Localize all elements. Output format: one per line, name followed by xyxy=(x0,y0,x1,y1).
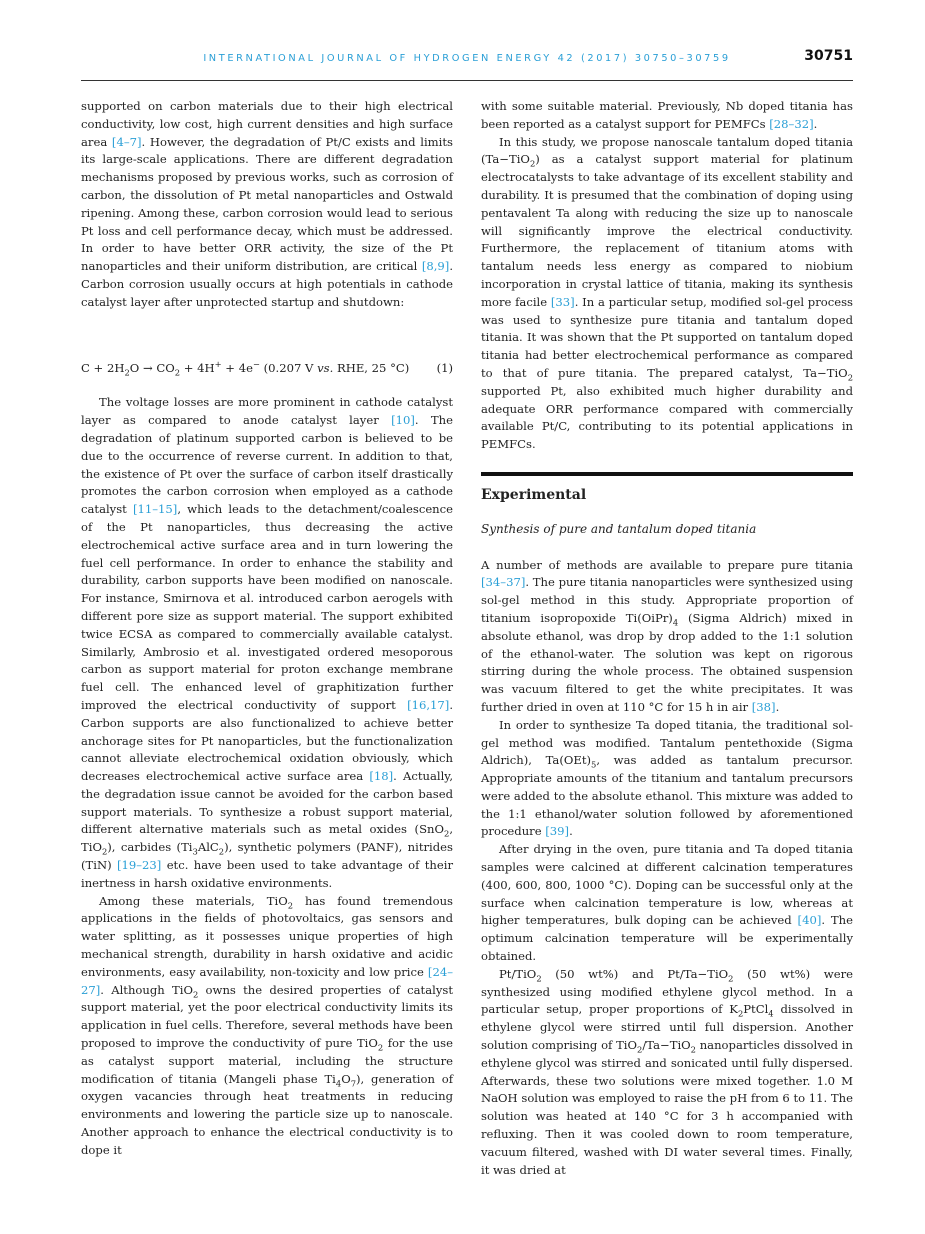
citation-link[interactable]: [38] xyxy=(751,699,776,714)
section-heading: Experimental xyxy=(481,486,587,503)
citation-link[interactable]: [10] xyxy=(391,413,415,428)
paragraph: In this study, we propose nanoscale tantalum doped titania (Ta−TiO$_2$) as a catalyst support material for platinum electrocatalysts to take advantage of its excellent stability and durability. It is presumed that the combination of doping using pentavalent Ta along with reducing the size up to nanoscale will significantly improve the electrical conductivity. Furthermore, the replacement of titanium atoms with tantalum needs less energy as compared to niobium incorporation in crystal lattice of titania, making its synthesis more facile [33]. In a particular setup, modified sol-gel process was used to synthesize pure titania and tantalum doped titania. It was shown that the Pt supported on tantalum doped titania had better electrochemical performance as compared to that of pure titania. The prepared catalyst, Ta−TiO$_2$ supported Pt, also exhibited much higher durability and adequate ORR performance compared with commercially available Pt/C, contributing to its potential applications in PEMFCs. xyxy=(481,134,853,452)
citation-link[interactable]: [19–23] xyxy=(116,858,162,873)
paragraph: The voltage losses are more prominent in cathode catalyst layer as compared to anode catalyst layer [10]. The degradation of platinum supported carbon is believed to be due to the occurrence of reverse current. In addition to that, the existence of Pt over the surface of carbon itself drastically promotes the carbon corrosion when employed as a cathode catalyst [11–15], which leads to the detachment/coalescence of the Pt nanoparticles, thus decreasing the active electrochemical active surface area and in turn lowering the fuel cell performance. In order to enhance the stability and durability, carbon supports have been modified on nanoscale. For instance, Smirnova et al. introduced carbon aerogels with different pore size as support material. The support exhibited twice ECSA as compared to commercially available catalyst. Similarly, Ambrosio et al. investigated ordered mesoporous carbon as support material for proton exchange membrane fuel cell. The enhanced level of graphitization further improved the electrical conductivity of support [16,17]. Carbon supports are also functionalized to achieve better anchorage sites for Pt nanoparticles, but the functionalization cannot alleviate electrochemical oxidation obviously, which decreases electrochemical active surface area [18]. Actually, the degradation issue cannot be avoided for the carbon based support materials. To synthesize a robust support material, different alternative materials such as metal oxides (SnO$_2$, TiO$_2$), carbides $(Ti_3AlC_2)$, synthetic polymers (PANF), nitrides (TiN) [19–23] etc. have been used to take advantage of their inertness in harsh oxidative environments. xyxy=(81,395,453,890)
equation-body: $C + 2H_2O \to CO_2 + 4H^+ + 4e^-$ (0.207 V vs. RHE, 25 °C) xyxy=(81,358,410,377)
citation-link[interactable]: [11–15] xyxy=(132,502,178,517)
paragraph: Among these materials, TiO$_2$ has found tremendous applications in the fields of photovoltaics, gas sensors and water splitting, as it possesses unique properties of high mechanical strength, durability in harsh oxidative and acidic environments, easy availability, non-toxicity and low price [24–27]. Although TiO$_2$ owns the desired properties of catalyst support material, yet the poor electrical conductivity limits its application in fuel cells. Therefore, several methods have been proposed to improve the conductivity of pure TiO$_2$ for the use as catalyst support material, including the structure modification of titania (Mangeli phase $Ti_4O_7$), generation of oxygen vacancies through heat treatments in reducing environments and lowering the particle size up to nanoscale. Another approach to enhance the electrical conductivity is to dope it xyxy=(81,893,453,1157)
paragraph: A number of methods are available to prepare pure titania [34–37]. The pure titania nanoparticles were synthesized using sol-gel method in this study. Appropriate proportion of titanium isopropoxide $Ti(OiPr)_4$ (Sigma Aldrich) mixed in absolute ethanol, was drop by drop added to the 1:1 solution of the ethanol-water. The solution was kept on rigorous stirring during the whole process. The obtained suspension was vacuum filtered to get the white precipitates. It was further dried in oven at 110 °C for 15 h in air [38]. xyxy=(481,557,853,714)
citation-link[interactable]: [28–32] xyxy=(769,116,814,131)
page-number: 30751 xyxy=(804,48,853,64)
paragraph: with some suitable material. Previously, Nb doped titania has been reported as a catalyst support for PEMFCs [28–32]. xyxy=(481,99,853,131)
running-header xyxy=(81,44,853,80)
citation-link[interactable]: [16,17] xyxy=(407,697,450,712)
paragraph: After drying in the oven, pure titania and Ta doped titania samples were calcined at different calcination temperatures (400, 600, 800, 1000 °C). Doping can be successful only at the surface when calcination temperature is low, whereas at higher temperatures, bulk doping can be achieved [40]. The optimum calcination temperature will be experimentally obtained. xyxy=(481,842,853,964)
subsection-heading: Synthesis of pure and tantalum doped titania xyxy=(481,521,757,536)
paragraph: Pt/TiO$_2$ (50 wt%) and Pt/Ta−TiO$_2$ (50 wt%) were synthesized using modified ethylene glycol method. In a particular setup, proper proportions of $K_2PtCl_4$ dissolved in ethylene glycol were stirred until full dispersion. Another solution comprising of TiO$_2$/Ta−TiO$_2$ nanoparticles dissolved in ethylene glycol was stirred and sonicated until fully dispersed. Afterwards, these two solutions were mixed together. 1.0 M NaOH solution was employed to raise the pH from 6 to 11. The solution was heated at 140 °C for 3 h accompanied with refluxing. Then it was cooled down to room temperature, vacuum filtered, washed with DI water several times. Finally, it was dried at xyxy=(481,966,853,1177)
citation-link[interactable]: [39] xyxy=(545,824,570,839)
citation-link[interactable]: [18] xyxy=(369,769,394,784)
citation-link[interactable]: [40] xyxy=(797,913,822,928)
header-divider xyxy=(81,80,853,81)
left-column xyxy=(81,98,453,1160)
right-column xyxy=(481,98,853,1179)
citation-link[interactable]: [33] xyxy=(550,294,575,309)
paragraph: In order to synthesize Ta doped titania, the traditional sol-gel method was modified. Tantalum pentethoxide (Sigma Aldrich), $Ta(OEt)_5$, was added as tantalum precursor. Appropriate amounts of the titanium and tantalum precursors were added to the absolute ethanol. This mixture was added to the 1:1 ethanol/water solution followed by aforementioned procedure [39]. xyxy=(481,717,853,839)
citation-link[interactable]: [24–27] xyxy=(81,964,453,997)
paragraph: supported on carbon materials due to their high electrical conductivity, low cost, high current densities and high surface area [4–7]. However, the degradation of Pt/C exists and limits its large-scale applications. There are different degradation mechanisms proposed by previous works, such as corrosion of carbon, the dissolution of Pt metal nanoparticles and Ostwald ripening. Among these, carbon corrosion would lead to serious Pt loss and cell performance decay, which must be addressed. In order to have better ORR activity, the size of the Pt nanoparticles and their uniform distribution, are critical [8,9]. Carbon corrosion usually occurs at high potentials in cathode catalyst layer after unprotected startup and shutdown: xyxy=(81,99,453,309)
equation-number: (1) xyxy=(436,360,453,375)
journal-title: INTERNATIONAL JOURNAL OF HYDROGEN ENERGY 42 (2017) 30750–30759 xyxy=(203,53,731,64)
equation-1 xyxy=(81,360,453,378)
citation-link[interactable]: [34–37] xyxy=(481,575,526,590)
citation-link[interactable]: [4–7] xyxy=(111,134,142,149)
citation-link[interactable]: [8,9] xyxy=(421,259,450,274)
section-divider xyxy=(481,472,853,476)
